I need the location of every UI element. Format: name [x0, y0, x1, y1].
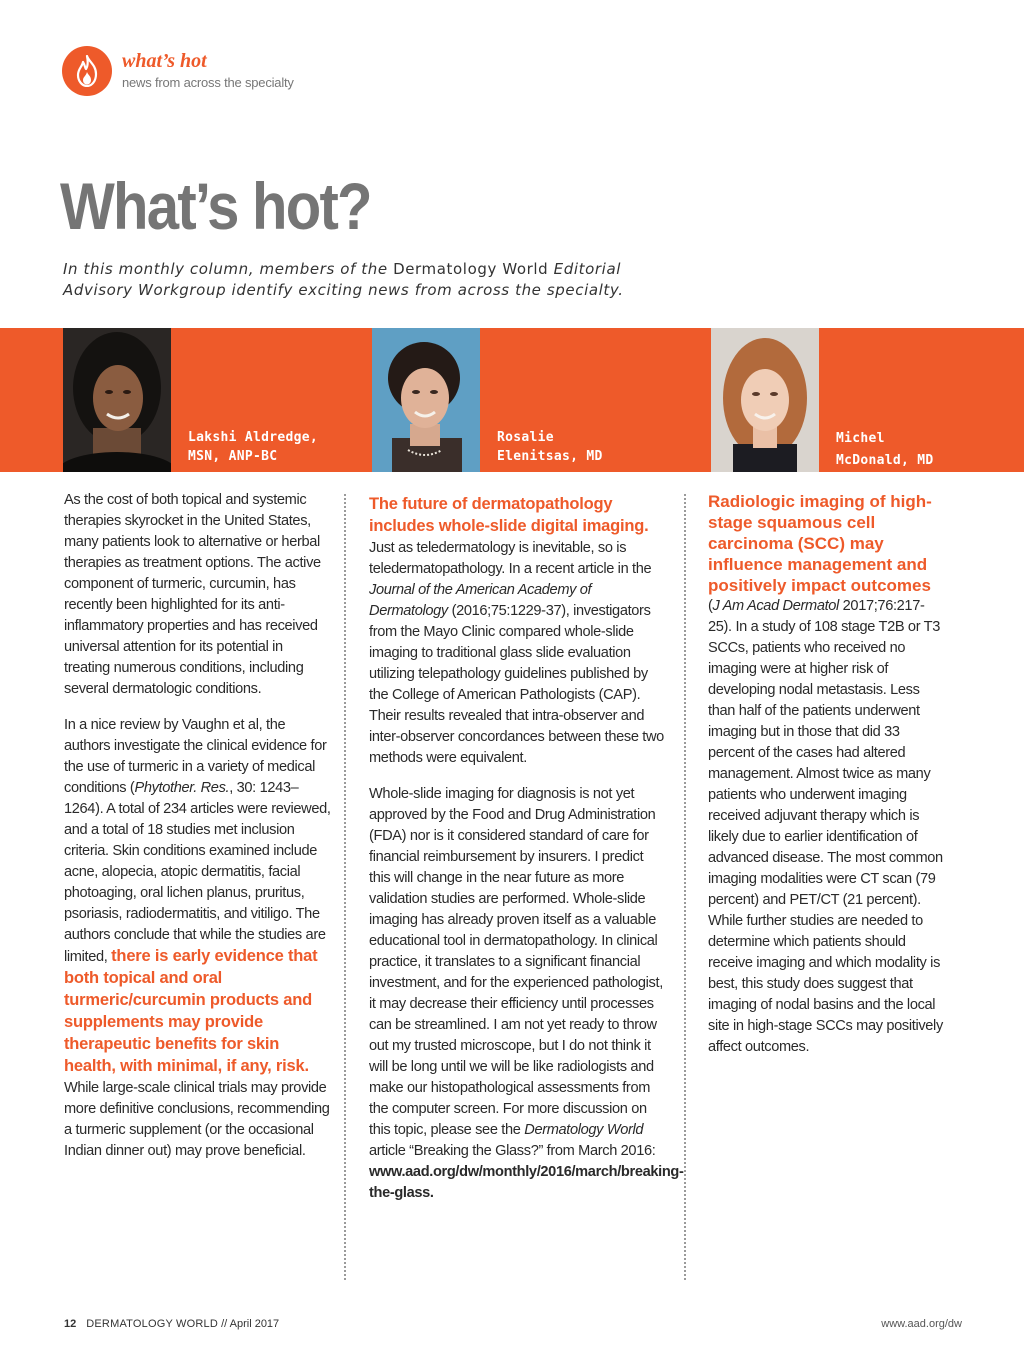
- page-footer: [64, 1318, 279, 1330]
- intro-part2: Editorial Advisory Workgroup identify exciting news from across the specialty.: [63, 260, 624, 299]
- col3-paragraph-1: [708, 491, 948, 1058]
- page-title: What’s hot?: [60, 169, 371, 243]
- intro-text: [63, 259, 683, 301]
- footer-publication: DERMATOLOGY WORLD: [86, 1318, 219, 1330]
- section-badge: [62, 46, 112, 96]
- col1-highlight: there is early evidence that both topical and oral turmeric/curcumin products and supplements may provide therapeutic benefits for skin health, with minimal, if any, risk.: [64, 947, 318, 1075]
- col3-text: 2017;76:217-25). In a study of 108 stage T2B or T3 SCCs, patients who received no imaging were at higher risk of developing nodal metastasis. Less than half of the patients underwent imaging but in those that did 33 percent of the cases had altered management. Almost twice as many patients who underwent imaging received adjuvant therapy which is likely due to earlier identification of advanced disease. The most common imaging modalities were CT scan (79 percent) and PET/CT (21 percent). While further studies are needed to determine which patients should receive imaging and which modality is best, this study does suggest that imaging of nodal basins and the local site in high-stage SCCs may positively affect outcomes.: [708, 598, 943, 1055]
- intro-publication: Dermatology World: [393, 260, 549, 278]
- author-photo-aldredge: [63, 328, 171, 472]
- column-aldredge: [64, 490, 332, 1177]
- author-name-line2: MSN, ANP-BC: [188, 449, 278, 464]
- col1-text: , 30: 1243–1264). A total of 234 articles were reviewed, and a total of 18 studies met inclusion criteria. Skin conditions examined include acne, alopecia, atopic dermatitis, facial photoaging, oral lichen planus, pruritus, psoriasis, radiodermatitis, and vitiligo. The authors conclude that while the studies are limited,: [64, 780, 331, 965]
- author-name-elenitsas: [497, 428, 603, 466]
- col2-text: (2016;75:1229-37), investigators from the Mayo Clinic compared whole-slide imaging to traditional glass slide evaluation utilizing telepathology guidelines published by the College of American Pathologists (CAP). Their results revealed that intra-observer and inter-observer concordances between these two methods were equivalent.: [369, 603, 664, 766]
- column-mcdonald: [708, 491, 948, 1073]
- col1-paragraph-2: [64, 715, 332, 1162]
- col2-text: article “Breaking the Glass?” from March 2016:: [369, 1143, 656, 1159]
- footer-issue: // April 2017: [221, 1318, 280, 1330]
- author-photo-mcdonald: [711, 328, 819, 472]
- column-divider: [344, 494, 346, 1280]
- author-name-mcdonald: [836, 428, 934, 472]
- footer-url[interactable]: www.aad.org/dw: [881, 1318, 962, 1330]
- col2-paragraph-1: [369, 494, 665, 769]
- intro-part1: In this monthly column, members of the: [63, 260, 394, 278]
- author-name-aldredge: [188, 428, 318, 466]
- col2-journal: Journal of the American Academy of Dermatology: [369, 582, 592, 619]
- col1-text: While large-scale clinical trials may provide more definitive conclusions, recommending a turmeric supplement (or the occasional Indian dinner out) may prove beneficial.: [64, 1080, 330, 1159]
- col1-journal: Phytother. Res.: [134, 780, 230, 796]
- author-name-line2: McDonald, MD: [836, 453, 934, 468]
- section-tag: what’s hot: [122, 50, 207, 72]
- column-divider: [684, 494, 686, 1280]
- column-elenitsas: [369, 494, 684, 1219]
- col1-paragraph-1: As the cost of both topical and systemic therapies skyrocket in the United States, many patients look to alternative or herbal therapies as treatment options. The active component of turmeric, curcumin, has recently been highlighted for its anti-inflammatory properties and has received universal attention for its potential in treating numerous conditions, including several dermatologic conditions.: [64, 492, 321, 697]
- author-name-line2: Elenitsas, MD: [497, 449, 603, 464]
- col2-text: Just as teledermatology is inevitable, so is teledermatopathology. In a recent article in the: [369, 540, 652, 577]
- flame-icon: [74, 55, 100, 87]
- author-name-line1: Lakshi Aldredge,: [188, 430, 319, 445]
- col2-paragraph-2: [369, 784, 684, 1204]
- col3-journal: J Am Acad Dermatol: [712, 598, 839, 614]
- author-name-line1: Michel: [836, 431, 885, 446]
- col2-text: Whole-slide imaging for diagnosis is not yet approved by the Food and Drug Administration (FDA) nor is it considered standard of care for financial reimbursement by insurers. I predict this will change in the near future as more validation studies are performed. Whole-slide imaging has already proven itself as a valuable educational tool in dermatopathology. In clinical practice, it translates to a significant financial investment, and for the experienced pathologist, it may decrease their efficiency until processes can be streamlined. I am not yet ready to throw out my trusted microscope, but I do not think it will be long until we will be like radiologists and make our histopathological assessments from the computer screen. For more discussion on this topic, please see the: [369, 786, 663, 1138]
- col2-magazine: Dermatology World: [524, 1122, 644, 1138]
- author-photo-elenitsas: [372, 328, 480, 472]
- article-link[interactable]: www.aad.org/dw/monthly/2016/march/breaking-the-glass.: [369, 1164, 684, 1201]
- author-name-line1: Rosalie: [497, 430, 554, 445]
- page-number: 12: [64, 1318, 77, 1330]
- col2-lede: The future of dermatopathology includes whole-slide digital imaging.: [369, 495, 649, 535]
- col3-text: (: [708, 598, 713, 614]
- section-subtitle: news from across the specialty: [122, 75, 294, 90]
- col3-lede: Radiologic imaging of high-stage squamous cell carcinoma (SCC) may influence management and positively impact outcomes: [708, 492, 932, 595]
- col1-text: In a nice review by Vaughn et al, the authors investigate the clinical evidence for the use of turmeric in a variety of medical conditions (: [64, 717, 327, 796]
